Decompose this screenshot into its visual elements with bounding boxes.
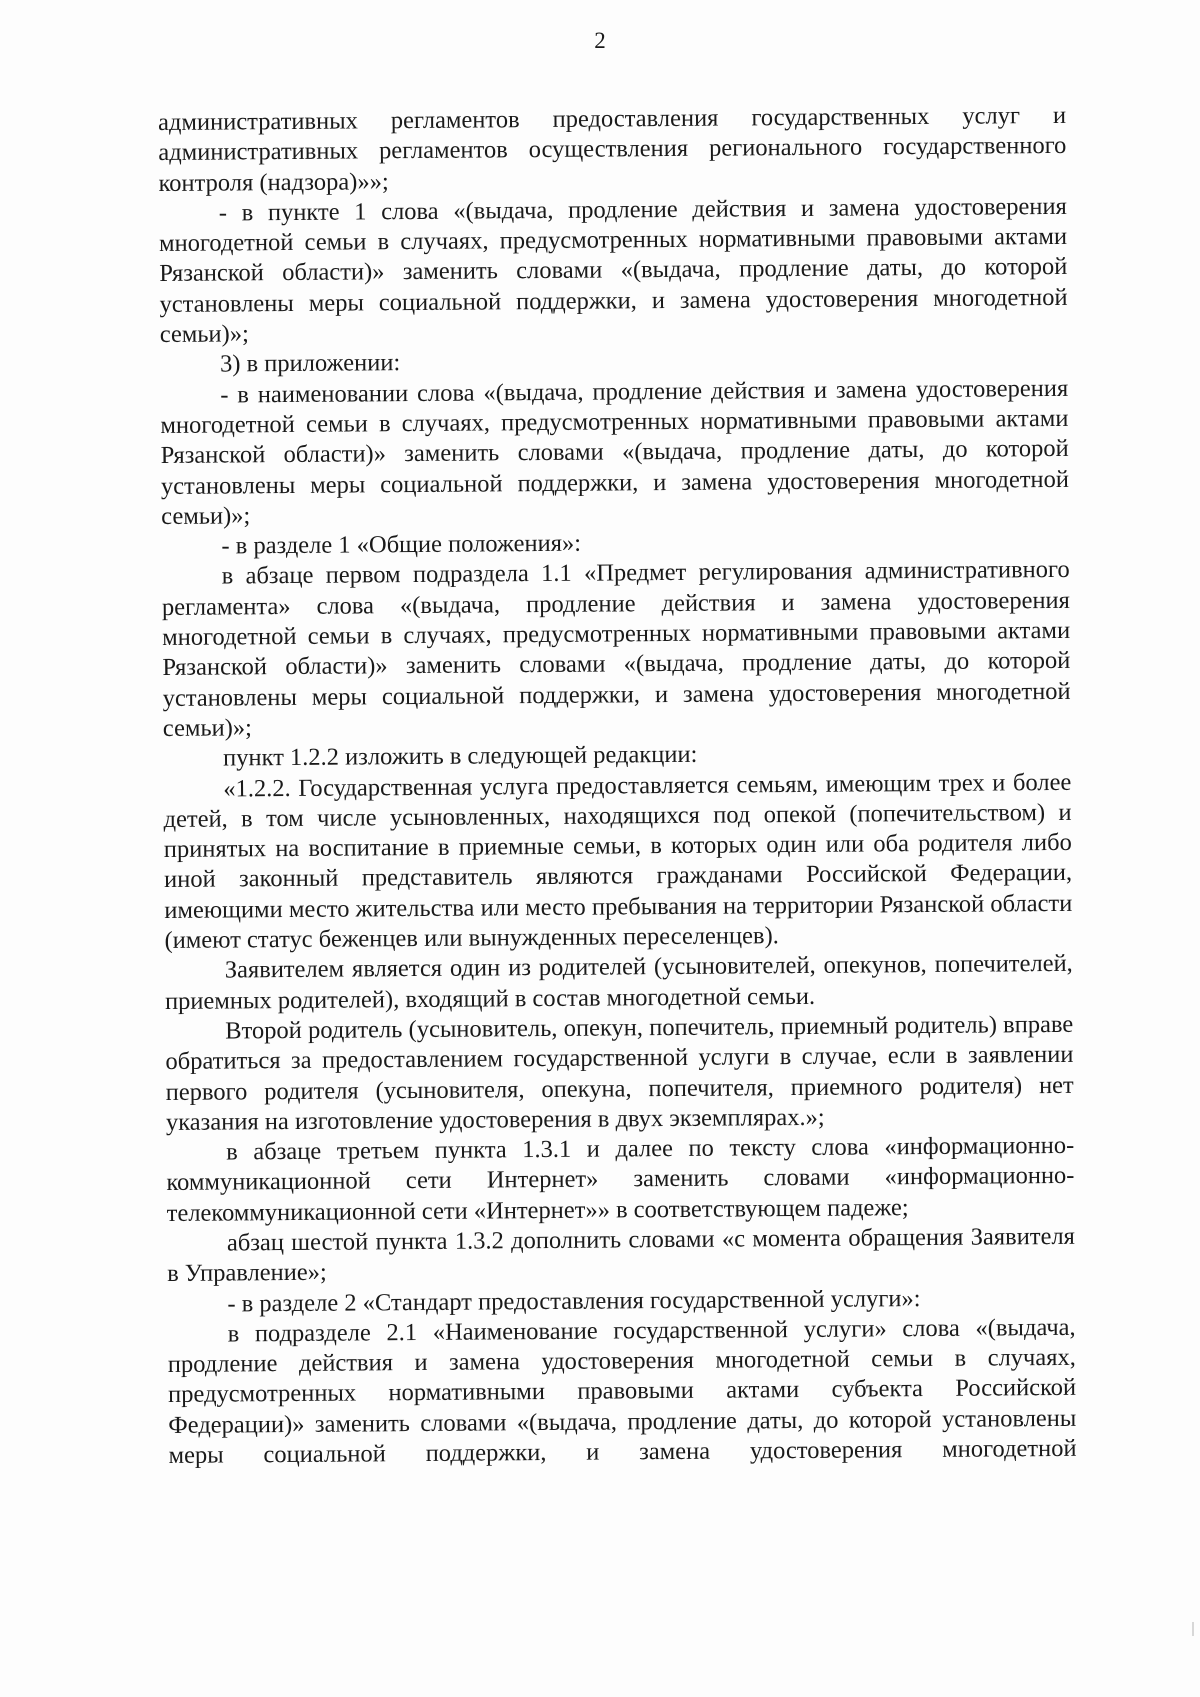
paragraph: «1.2.2. Государственная услуга предоставляется семьям, имеющим трех и более детей, в том числе усыновленных, находящихся под опекой (попечительством) и принятых на воспитание в приемные семьи, в которых один или оба родителя либо иной законный представитель являются гражданами Российской Федерации, имеющими место жительства или место пребывания на территории Рязанской области (имеют статус беженцев или вынужденных переселенцев). [163, 768, 1073, 954]
paragraph: в подразделе 2.1 «Наименование государственной услуги» слова «(выдача, продление действия и замена удостоверения многодетной семьи в случаях, предусмотренных нормативными правовыми актами субъекта Российской Федерации)» заменить словами «(выдача, продление даты, до которой установлены меры социальной поддержки, и замена удостоверения многодетной [167, 1313, 1077, 1470]
paragraph: - в наименовании слова «(выдача, продление действия и замена удостоверения многодетной семьи в случаях, предусмотренных нормативными правовыми актами Рязанской области)» заменить словами «(выдача, продление даты, до которой установлены меры социальной поддержки, и замена удостоверения многодетной семьи)»; [160, 374, 1070, 530]
paragraph: - в разделе 1 «Общие положения»: [221, 529, 582, 560]
paragraph: Заявителем является один из родителей (усыновителей, опекунов, попечителей, приемных родителей), входящий в состав многодетной семьи. [164, 950, 1073, 1015]
paragraph: в абзаце третьем пункта 1.3.1 и далее по тексту слова «информационно-коммуникационной сети Интернет» заменить словами «информационно-телекоммуникационной сети «Интернет»» в соответствующем падеже; [166, 1131, 1075, 1227]
paragraph: абзац шестой пункта 1.3.2 дополнить словами «с момента обращения Заявителя в Управление»; [167, 1222, 1075, 1288]
paragraph: 3) в приложении: [219, 349, 401, 378]
paragraph: в абзаце первом подраздела 1.1 «Предмет регулирования административного регламента» слова «(выдача, продление действия и замена удостоверения многодетной семьи в случаях, предусмотренных нормативными правовыми актами Рязанской области)» заменить словами «(выдача, продление даты, до которой установлены меры социальной поддержки, и замена удостоверения многодетной семьи)»; [161, 556, 1071, 742]
document-body [158, 101, 1077, 1471]
page-number: 2 [594, 28, 606, 53]
paragraph: административных регламентов предоставления государственных услуг и административных регламентов осуществления регионального государственного контроля (надзора)»»; [158, 101, 1067, 197]
paragraph: - в пункте 1 слова «(выдача, продление действия и замена удостоверения многодетной семьи в случаях, предусмотренных нормативными правовыми актами Рязанской области)» заменить словами «(выдача, продление даты, до которой установлены меры социальной поддержки, и замена удостоверения многодетной семьи)»; [158, 192, 1068, 349]
paragraph: - в разделе 2 «Стандарт предоставления государственной услуги»: [227, 1284, 921, 1318]
paragraph: пункт 1.2.2 изложить в следующей редакции: [223, 741, 698, 772]
scan-edge-mark [1192, 1622, 1194, 1636]
paragraph: Второй родитель (усыновитель, опекун, попечитель, приемный родитель) вправе обратиться за предоставлением государственной услуги в случае, если в заявлении первого родителя (усыновителя, опекуна, попечителя, приемного родителя) нет указания на изготовление удостоверения в двух экземплярах.»; [165, 1010, 1074, 1136]
